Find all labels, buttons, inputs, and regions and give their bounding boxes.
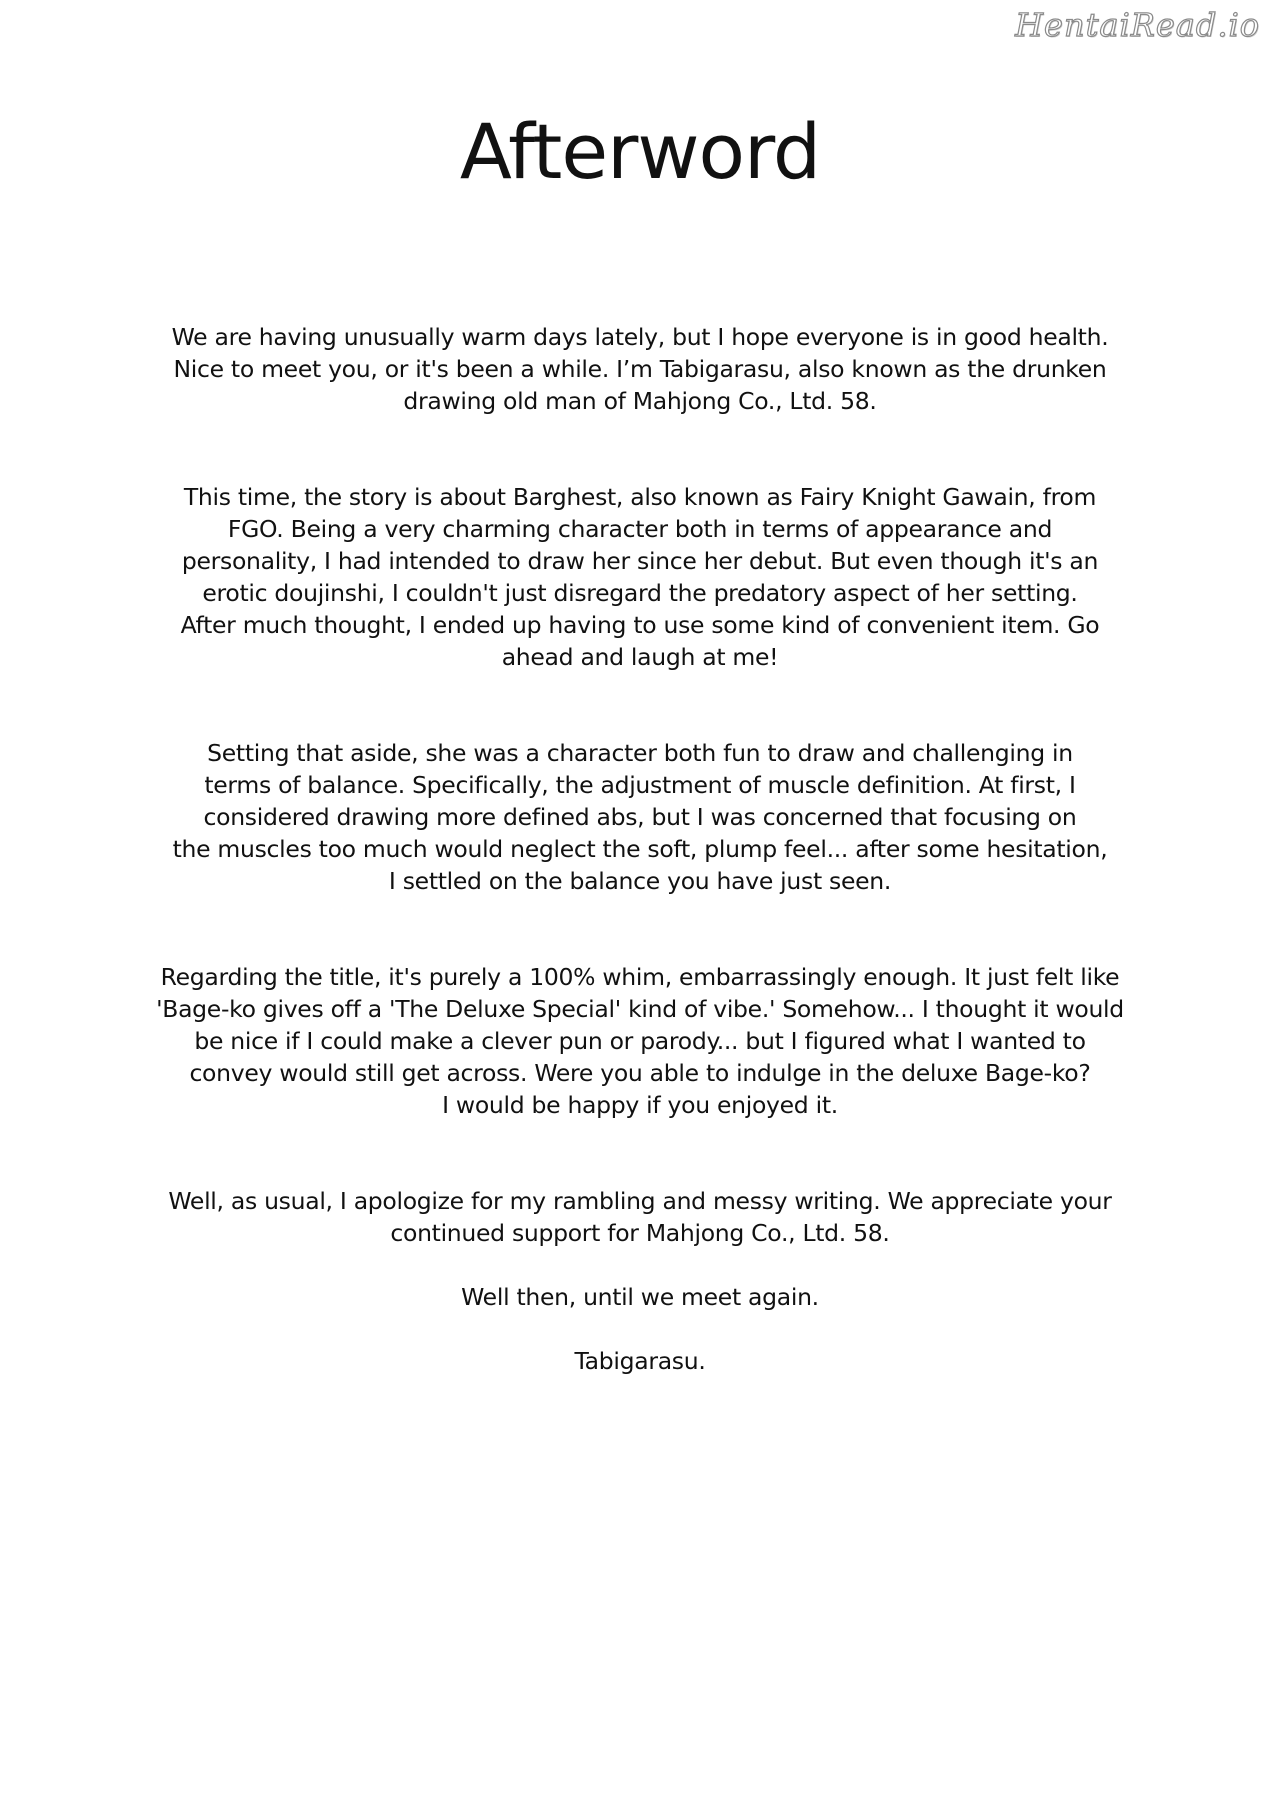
paragraph-greeting xyxy=(140,321,1140,417)
text-line: We are having unusually warm days lately, but I hope everyone is in good health. xyxy=(171,323,1109,351)
text-line: Regarding the title, it's purely a 100% whim, embarrassingly enough. It just felt like xyxy=(160,963,1120,991)
signature xyxy=(140,1345,1140,1377)
text-line: Well, as usual, I apologize for my rambling and messy writing. We appreciate your xyxy=(168,1187,1112,1215)
text-line: Nice to meet you, or it's been a while. I’m Tabigarasu, also known as the drunken xyxy=(173,355,1107,383)
text-line: Well then, until we meet again. xyxy=(461,1283,819,1311)
paragraph-apology xyxy=(140,1185,1140,1249)
text-line: the muscles too much would neglect the soft, plump feel... after some hesitation, xyxy=(172,835,1108,863)
text-line: ahead and laugh at me! xyxy=(501,643,779,671)
paragraph-story xyxy=(140,481,1140,673)
afterword-body xyxy=(140,321,1140,1377)
paragraph-farewell xyxy=(140,1281,1140,1313)
text-line: continued support for Mahjong Co., Ltd. 58. xyxy=(390,1219,890,1247)
text-line: considered drawing more defined abs, but I was concerned that focusing on xyxy=(203,803,1077,831)
watermark-logo: HentaiRead.io xyxy=(1015,6,1260,44)
text-line: After much thought, I ended up having to use some kind of convenient item. Go xyxy=(180,611,1100,639)
text-line: Setting that aside, she was a character both fun to draw and challenging in xyxy=(207,739,1073,767)
text-line: 'Bage-ko gives off a 'The Deluxe Special' kind of vibe.' Somehow... I thought it would xyxy=(156,995,1124,1023)
text-line: be nice if I could make a clever pun or parody... but I figured what I wanted to xyxy=(194,1027,1086,1055)
text-line: I would be happy if you enjoyed it. xyxy=(442,1091,838,1119)
text-line: convey would still get across. Were you able to indulge in the deluxe Bage-ko? xyxy=(189,1059,1091,1087)
text-line: Tabigarasu. xyxy=(574,1347,706,1375)
text-line: drawing old man of Mahjong Co., Ltd. 58. xyxy=(403,387,877,415)
text-line: This time, the story is about Barghest, also known as Fairy Knight Gawain, from xyxy=(183,483,1097,511)
text-line: terms of balance. Specifically, the adjustment of muscle definition. At first, I xyxy=(204,771,1076,799)
paragraph-balance xyxy=(140,737,1140,897)
text-line: erotic doujinshi, I couldn't just disregard the predatory aspect of her setting. xyxy=(202,579,1078,607)
text-line: personality, I had intended to draw her since her debut. But even though it's an xyxy=(181,547,1099,575)
paragraph-title xyxy=(140,961,1140,1121)
page-title: Afterword xyxy=(459,107,821,196)
text-line: I settled on the balance you have just seen. xyxy=(388,867,892,895)
text-line: FGO. Being a very charming character both in terms of appearance and xyxy=(227,515,1053,543)
